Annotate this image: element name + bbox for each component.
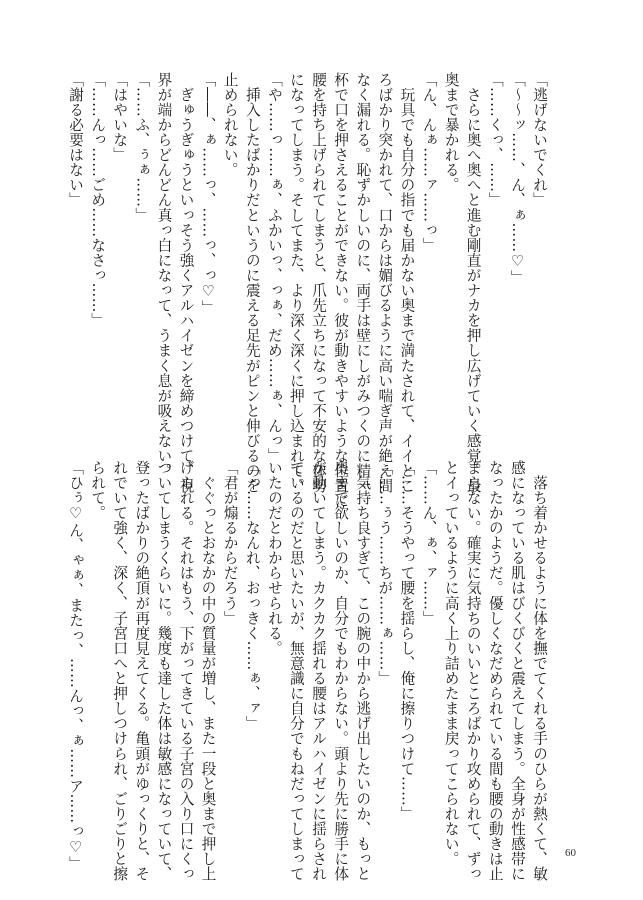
- text-line: 「や……っ……ぁ、ふかいっ、っぁ、だめ……ぁ、んっ」: [265, 72, 283, 464]
- page-number: 60: [565, 847, 576, 859]
- lower-text-block: [67, 460, 550, 882]
- text-line: られて。: [89, 460, 107, 521]
- text-line: が動いてしまう。カクカク揺れる腰はアルハイゼンに揺らされ: [310, 460, 328, 882]
- text-line: とイっているように高く上り詰めたまま戻ってこられない。: [442, 460, 460, 867]
- text-line: ぎゅうぎゅうといっそう強くアルハイゼンを締めつけて、視: [177, 72, 195, 494]
- text-line: 「……ぅう……ちが……ぁ……」: [376, 460, 394, 686]
- text-line: 「――、ぁ……っ、……っ、っ♡」: [199, 72, 217, 316]
- text-line: 「はやいな」: [111, 72, 129, 163]
- text-line: 「謝る必要はない」: [67, 72, 85, 208]
- text-line: 「っ……なんれ、おっきく……ぁ、ァ」: [243, 460, 261, 731]
- text-line: 「……んっ……ごめ……なさっ……」: [89, 72, 107, 328]
- text-line: 「ひぅ♡ん、ゃぁ、またっ、……んっ、ぁ……ア……っ♡」: [67, 460, 85, 872]
- text-line: 腰を持ち上げられてしまうと、爪先立ちになって不安的な体勢: [310, 72, 328, 494]
- text-line: まらない。確実に気持ちのいいところばかり攻められて、ずっ: [464, 460, 482, 882]
- text-line: ついてしまうくらいに。幾度も達した体は敏感になっていて、: [155, 460, 173, 882]
- text-line: 気持ち良すぎて、この腕の中から逃げ出したいのか、もっと: [354, 460, 372, 882]
- text-line: 落ち着かせるように体を撫でてくれる手のひらが熱くて、敏: [531, 460, 548, 882]
- text-line: 界が端からどんどん真っ白になって、うまく息が吸えない。: [155, 72, 173, 479]
- text-line: になってしまう。そしてまた、より深く深くに押し込まれて。: [287, 72, 305, 494]
- text-line: 「君が煽るからだろう」: [221, 460, 239, 626]
- text-line: 挿入したばかりだというのに震える足先がピンと伸びるのを: [243, 72, 261, 494]
- text-line: いたのだとわからせられる。: [265, 460, 283, 656]
- text-line: 杯で口を押さえることができない。彼が動きやすいような位置に: [332, 72, 350, 509]
- text-line: 「……くっ、……」: [486, 72, 504, 208]
- text-line: 登ったばかりの絶頂が再度見えてくる。亀頭がゆっくりと、そ: [133, 460, 151, 882]
- text-line: げられる。それはもう、下がってきている子宮の入り口にくっ: [177, 460, 195, 882]
- text-line: 「ん、んぁ……ァ……っ」: [420, 72, 438, 253]
- text-line: 止められない。: [221, 72, 239, 178]
- text-line: ろばかり突かれて、口からは媚びるように高い喘ぎ声が絶え間: [376, 72, 394, 494]
- text-line: 「……そうやって腰を揺らし、俺に擦りつけて……」: [398, 460, 416, 822]
- upper-text-block: [67, 72, 550, 509]
- text-line: なったかのようだ。優しくなだめられている間も腰の動きは止: [486, 460, 504, 882]
- text-line: さらに奥へ奥へと進む剛直がナカを押し広げていく感覚。最: [464, 72, 482, 494]
- text-line: 「……ふ、ぅぁ……」: [133, 72, 151, 223]
- text-line: 「～～ッ……、ん、ぁ……♡」: [508, 72, 526, 286]
- text-line: 「逃げないでくれ」: [531, 72, 548, 208]
- text-line: 「……ん、ぁ、ァ……」: [420, 460, 438, 626]
- text-line: なく漏れる。恥ずかしいのに、両手は壁にしがみつくのに精一: [354, 72, 372, 494]
- text-line: 奥まで欲しいのか、自分でもわからない。頭より先に勝手に体: [332, 460, 350, 882]
- text-line: れでいて強く、深く、子宮口へと押しつけられ、ごりごりと擦: [111, 460, 129, 882]
- text-line: ているのだと思いたいが、無意識に自分でもねだってしまって: [287, 460, 305, 882]
- text-line: 感になっている肌はびくびくと震えてしまう。全身が性感帯に: [508, 460, 526, 882]
- text-line: 奥まで暴かれる。: [442, 72, 460, 193]
- text-line: 玩具でも自分の指でも届かない奥まで満たされて、イイとこ: [398, 72, 416, 494]
- text-line: ぐぐっとおなかの中の質量が増し、また一段と奥まで押し上: [199, 460, 217, 882]
